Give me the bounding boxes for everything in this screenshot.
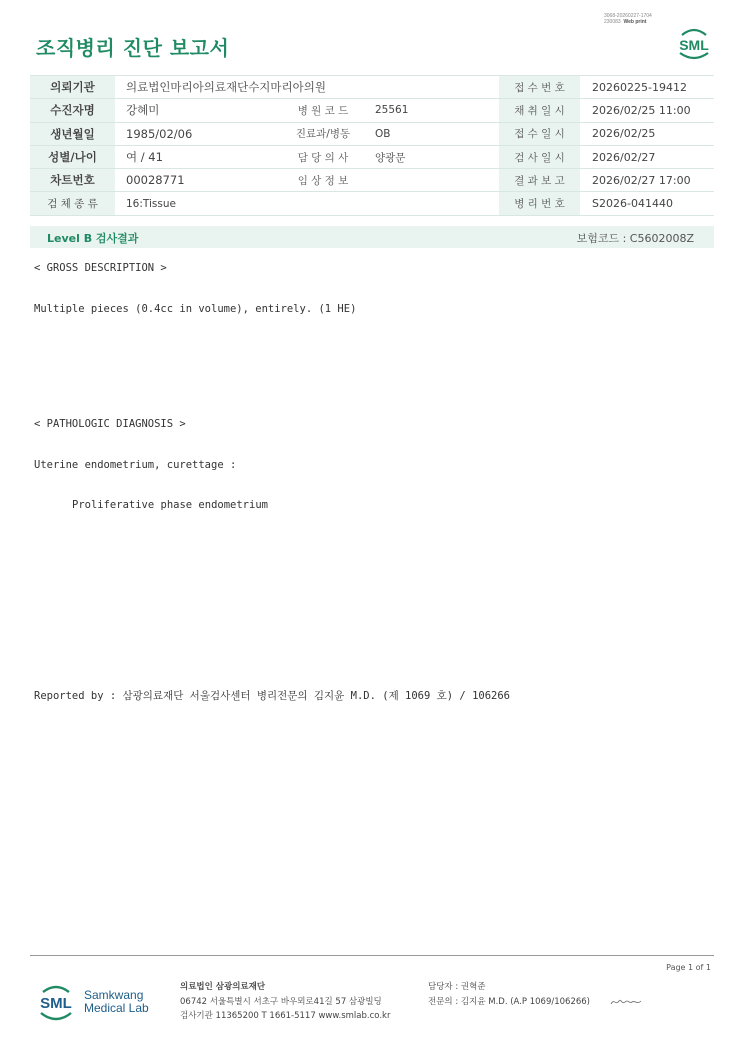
footer-divider xyxy=(30,955,714,956)
company-line2: Medical Lab xyxy=(84,1001,149,1015)
label-collection-date: 채 취 일 시 xyxy=(499,99,580,122)
print-meta-code: 230083 xyxy=(604,19,621,25)
value-specimen-type: 16:Tissue xyxy=(115,192,499,215)
footer-logo-text: SML xyxy=(40,995,72,1012)
info-row xyxy=(30,76,714,99)
value-chart-no: 00028771 xyxy=(115,169,282,192)
diagnosis-result: Proliferative phase endometrium xyxy=(72,499,268,511)
value-pathology-no: S2026-041440 xyxy=(580,192,714,215)
sml-logo-icon xyxy=(674,25,714,61)
value-department: OB xyxy=(364,122,499,145)
company-name xyxy=(84,989,149,1015)
company-line1: Samkwang xyxy=(84,988,144,1002)
label-chart-no: 차트번호 xyxy=(30,169,115,192)
info-row xyxy=(30,99,714,122)
footer-staff-specialist: 전문의 : 김지윤 M.D. (A.P 1069/106266) xyxy=(428,996,590,1007)
value-collection-date: 2026/02/25 11:00 xyxy=(580,99,714,122)
label-patient-name: 수진자명 xyxy=(30,99,115,122)
footer-staff xyxy=(428,980,590,1009)
gross-header: < GROSS DESCRIPTION > xyxy=(34,262,167,274)
value-patient-name: 강혜미 xyxy=(115,99,282,122)
level-bar xyxy=(30,226,714,248)
diagnosis-header: < PATHOLOGIC DIAGNOSIS > xyxy=(34,418,186,430)
label-hospital-code: 병 원 코 드 xyxy=(282,99,364,122)
value-hospital-code: 25561 xyxy=(364,99,499,122)
label-test-date: 검 사 일 시 xyxy=(499,145,580,168)
label-sex-age: 성별/나이 xyxy=(30,145,115,168)
label-requesting-org: 의뢰기관 xyxy=(30,76,115,99)
label-specimen-type: 검 체 종 류 xyxy=(30,192,115,215)
info-row xyxy=(30,122,714,145)
value-clinical-info xyxy=(364,169,499,192)
label-pathology-no: 병 리 번 호 xyxy=(499,192,580,215)
footer-contact: 검사기관 11365200 T 1661-5117 www.smlab.co.kr xyxy=(180,1011,391,1021)
footer-staff-manager: 담당자 : 권혁준 xyxy=(428,982,486,992)
value-birth-date: 1985/02/06 xyxy=(115,122,282,145)
value-test-date: 2026/02/27 xyxy=(580,145,714,168)
label-birth-date: 생년월일 xyxy=(30,122,115,145)
label-accession-no: 접 수 번 호 xyxy=(499,76,580,99)
label-received-date: 접 수 일 시 xyxy=(499,122,580,145)
info-row xyxy=(30,192,714,215)
value-sex-age: 여 / 41 xyxy=(115,145,282,168)
info-row xyxy=(30,169,714,192)
level-label: Level B 검사결과 xyxy=(47,232,139,245)
page-number: Page 1 of 1 xyxy=(666,963,711,972)
logo-text: SML xyxy=(679,37,709,53)
value-physician: 양광문 xyxy=(364,145,499,168)
sml-footer-logo-icon xyxy=(36,980,76,1025)
value-report-date: 2026/02/27 17:00 xyxy=(580,169,714,192)
print-meta-line1: 3068-20260227-1704 xyxy=(604,13,652,19)
footer-address-line: 06742 서울특별시 서초구 바우뫼로41길 57 삼광빌딩 xyxy=(180,996,382,1007)
value-received-date: 2026/02/25 xyxy=(580,122,714,145)
value-requesting-org: 의료법인마리아의료재단수지마리아의원 xyxy=(115,76,499,99)
footer-address xyxy=(180,980,390,1024)
label-department: 진료과/병동 xyxy=(282,122,364,145)
print-meta-label: Web print xyxy=(623,19,647,25)
insurance-code: 보험코드 : C5602008Z xyxy=(576,232,694,245)
footer-org: 의료법인 삼광의료재단 xyxy=(180,982,266,992)
diagnosis-site: Uterine endometrium, curettage : xyxy=(34,459,237,471)
label-physician: 담 당 의 사 xyxy=(282,145,364,168)
label-clinical-info: 임 상 정 보 xyxy=(282,169,364,192)
signature-icon xyxy=(610,996,644,1008)
gross-text: Multiple pieces (0.4cc in volume), entirely. (1 HE) xyxy=(34,303,357,315)
value-accession-no: 20260225-19412 xyxy=(580,76,714,99)
label-report-date: 결 과 보 고 xyxy=(499,169,580,192)
info-row xyxy=(30,145,714,168)
page-title: 조직병리 진단 보고서 xyxy=(36,36,230,60)
print-meta xyxy=(604,13,652,25)
patient-info-table xyxy=(30,75,714,216)
reported-by: Reported by : 삼광의료재단 서울검사센터 병리전문의 김지윤 M.D. (제 1069 호) / 106266 xyxy=(34,690,511,702)
